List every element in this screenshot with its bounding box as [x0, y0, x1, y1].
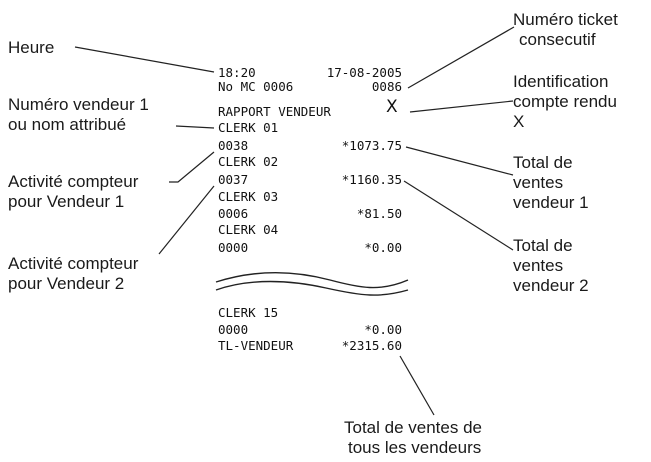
receipt-clerk-name: CLERK 04	[218, 222, 279, 237]
label-identification: Identification compte rendu X	[513, 72, 617, 131]
callout-line-total-all	[400, 356, 434, 415]
label-numero-vendeur: Numéro vendeur 1 ou nom attribué	[8, 95, 149, 134]
callout-line-activite-2	[159, 186, 214, 254]
receipt-clerk-count: 0000	[218, 240, 249, 255]
receipt-report-title: RAPPORT VENDEUR	[218, 104, 331, 119]
receipt-clerk-name: CLERK 01	[218, 120, 279, 135]
callout-line-heure	[75, 47, 214, 72]
receipt-date: 17-08-2005	[326, 65, 402, 80]
label-heure: Heure	[8, 38, 55, 57]
receipt-clerk-name: CLERK 15	[218, 305, 279, 320]
callout-line-total-1	[406, 147, 513, 175]
receipt-clerk-count: 0038	[218, 138, 249, 153]
label-numero-ticket: Numéro ticket consecutif	[513, 10, 618, 49]
receipt-clerk-name: CLERK 02	[218, 154, 279, 169]
label-activite-vendeur-2: Activité compteur pour Vendeur 2	[8, 254, 139, 293]
callout-line-identification	[410, 101, 513, 112]
receipt-clerk-count: 0037	[218, 172, 249, 187]
label-total-vendeur-2: Total de ventes vendeur 2	[513, 236, 589, 295]
receipt-clerk-total: *1073.75	[341, 138, 402, 153]
label-total-tous-vendeurs: Total de ventes de tous les vendeurs	[344, 418, 482, 457]
receipt-clerk-total: *0.00	[364, 240, 402, 255]
receipt-ticket-number: 0086	[371, 79, 402, 94]
receipt-report-mark: X	[386, 97, 398, 117]
receipt-grand-total-label: TL-VENDEUR	[218, 338, 294, 353]
receipt-clerk-count: 0000	[218, 322, 249, 337]
receipt-clerk-total: *81.50	[356, 206, 402, 221]
label-total-vendeur-1: Total de ventes vendeur 1	[513, 153, 589, 212]
receipt-machine-number: No MC 0006	[218, 79, 294, 94]
callout-line-activite-1	[169, 152, 214, 182]
receipt-clerk-total: *0.00	[364, 322, 402, 337]
callout-line-vendeur	[176, 126, 214, 128]
callout-line-ticket	[408, 27, 514, 88]
receipt-time: 18:20	[218, 65, 256, 80]
receipt-clerk-total: *1160.35	[341, 172, 402, 187]
receipt-clerk-count: 0006	[218, 206, 249, 221]
receipt-grand-total: *2315.60	[341, 338, 402, 353]
callout-line-total-2	[404, 181, 513, 250]
label-activite-vendeur-1: Activité compteur pour Vendeur 1	[8, 172, 139, 211]
tear-break	[216, 273, 408, 295]
receipt-clerk-name: CLERK 03	[218, 189, 279, 204]
